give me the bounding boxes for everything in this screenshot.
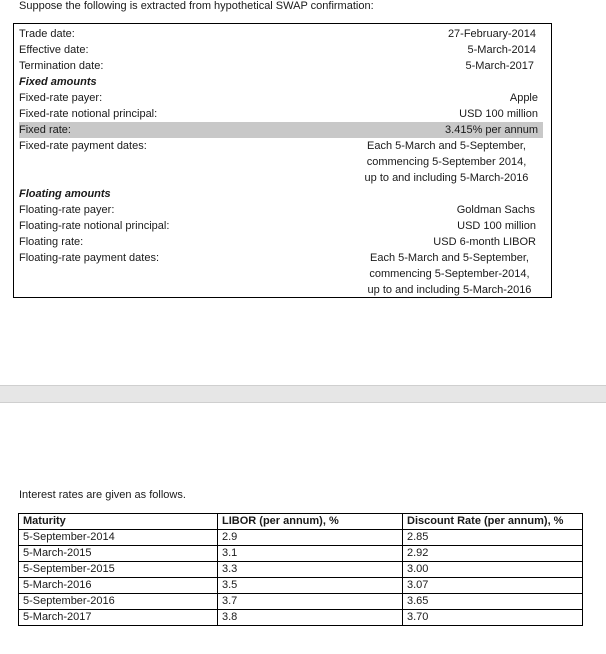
header-discount-rate: Discount Rate (per annum), % <box>403 514 583 530</box>
fixed-notional-value: USD 100 million <box>459 108 538 120</box>
termination-date-label: Termination date: <box>19 60 104 72</box>
maturity-cell: 5-September-2015 <box>19 562 218 578</box>
header-libor: LIBOR (per annum), % <box>218 514 403 530</box>
discount-cell: 2.92 <box>403 546 583 562</box>
floating-notional-label: Floating-rate notional principal: <box>19 220 170 232</box>
fixed-payer-row <box>19 90 543 106</box>
floating-notional-value: USD 100 million <box>457 220 536 232</box>
floating-payer-label: Floating-rate payer: <box>19 204 115 216</box>
termination-date-row <box>19 58 543 74</box>
fixed-notional-label: Fixed-rate notional principal: <box>19 108 158 120</box>
floating-amounts-heading: Floating amounts <box>19 188 111 200</box>
floating-notional-row <box>19 218 543 234</box>
floating-payer-value: Goldman Sachs <box>456 204 535 216</box>
table-row <box>19 594 583 610</box>
libor-cell: 3.8 <box>218 610 403 626</box>
intro-text: Suppose the following is extracted from hypothetical SWAP confirmation: <box>19 0 374 12</box>
fixed-rate-value: 3.415% per annum <box>445 124 538 136</box>
libor-cell: 3.1 <box>218 546 403 562</box>
maturity-cell: 5-March-2015 <box>19 546 218 562</box>
fixed-dates-value <box>354 138 539 186</box>
discount-cell: 3.00 <box>403 562 583 578</box>
fixed-rate-label: Fixed rate: <box>19 124 71 136</box>
table-row <box>19 610 583 626</box>
libor-cell: 3.5 <box>218 578 403 594</box>
table-row <box>19 578 583 594</box>
fixed-payer-label: Fixed-rate payer: <box>19 92 103 104</box>
discount-cell: 3.70 <box>403 610 583 626</box>
trade-date-label: Trade date: <box>19 28 75 40</box>
table-row <box>19 530 583 546</box>
discount-cell: 2.85 <box>403 530 583 546</box>
table-header-row <box>19 514 583 530</box>
fixed-dates-line-1: Each 5-March and 5-September, <box>367 140 526 152</box>
floating-dates-line-2: commencing 5-September-2014, <box>369 268 530 280</box>
interest-rates-table <box>18 513 583 626</box>
effective-date-value: 5-March-2014 <box>467 44 536 56</box>
discount-cell: 3.65 <box>403 594 583 610</box>
trade-date-row <box>19 26 543 42</box>
maturity-cell: 5-March-2017 <box>19 610 218 626</box>
floating-payer-row <box>19 202 543 218</box>
floating-rate-label: Floating rate: <box>19 236 84 248</box>
maturity-cell: 5-March-2016 <box>19 578 218 594</box>
header-maturity: Maturity <box>19 514 218 530</box>
maturity-cell: 5-September-2016 <box>19 594 218 610</box>
floating-rate-value: USD 6-month LIBOR <box>433 236 536 248</box>
fixed-payer-value: Apple <box>509 92 538 104</box>
libor-cell: 3.3 <box>218 562 403 578</box>
discount-cell: 3.07 <box>403 578 583 594</box>
fixed-dates-line-2: commencing 5-September 2014, <box>366 156 527 168</box>
libor-cell: 3.7 <box>218 594 403 610</box>
trade-date-value: 27-February-2014 <box>447 28 536 40</box>
fixed-dates-line-3: up to and including 5-March-2016 <box>364 172 529 184</box>
effective-date-label: Effective date: <box>19 44 89 56</box>
termination-date-value: 5-March-2017 <box>465 60 534 72</box>
table-row <box>19 562 583 578</box>
swap-confirmation-box <box>13 23 552 298</box>
fixed-amounts-heading: Fixed amounts <box>19 76 97 88</box>
floating-dates-line-1: Each 5-March and 5-September, <box>370 252 529 264</box>
rates-intro-text: Interest rates are given as follows. <box>19 489 186 501</box>
page-break-divider <box>0 385 606 403</box>
floating-dates-label: Floating-rate payment dates: <box>19 252 160 264</box>
effective-date-row <box>19 42 543 58</box>
floating-rate-row <box>19 234 543 250</box>
floating-dates-value <box>357 250 542 298</box>
table-row <box>19 546 583 562</box>
fixed-notional-row <box>19 106 543 122</box>
fixed-dates-label: Fixed-rate payment dates: <box>19 140 147 152</box>
libor-cell: 2.9 <box>218 530 403 546</box>
fixed-rate-row <box>19 122 543 138</box>
floating-dates-line-3: up to and including 5-March-2016 <box>367 284 532 296</box>
maturity-cell: 5-September-2014 <box>19 530 218 546</box>
